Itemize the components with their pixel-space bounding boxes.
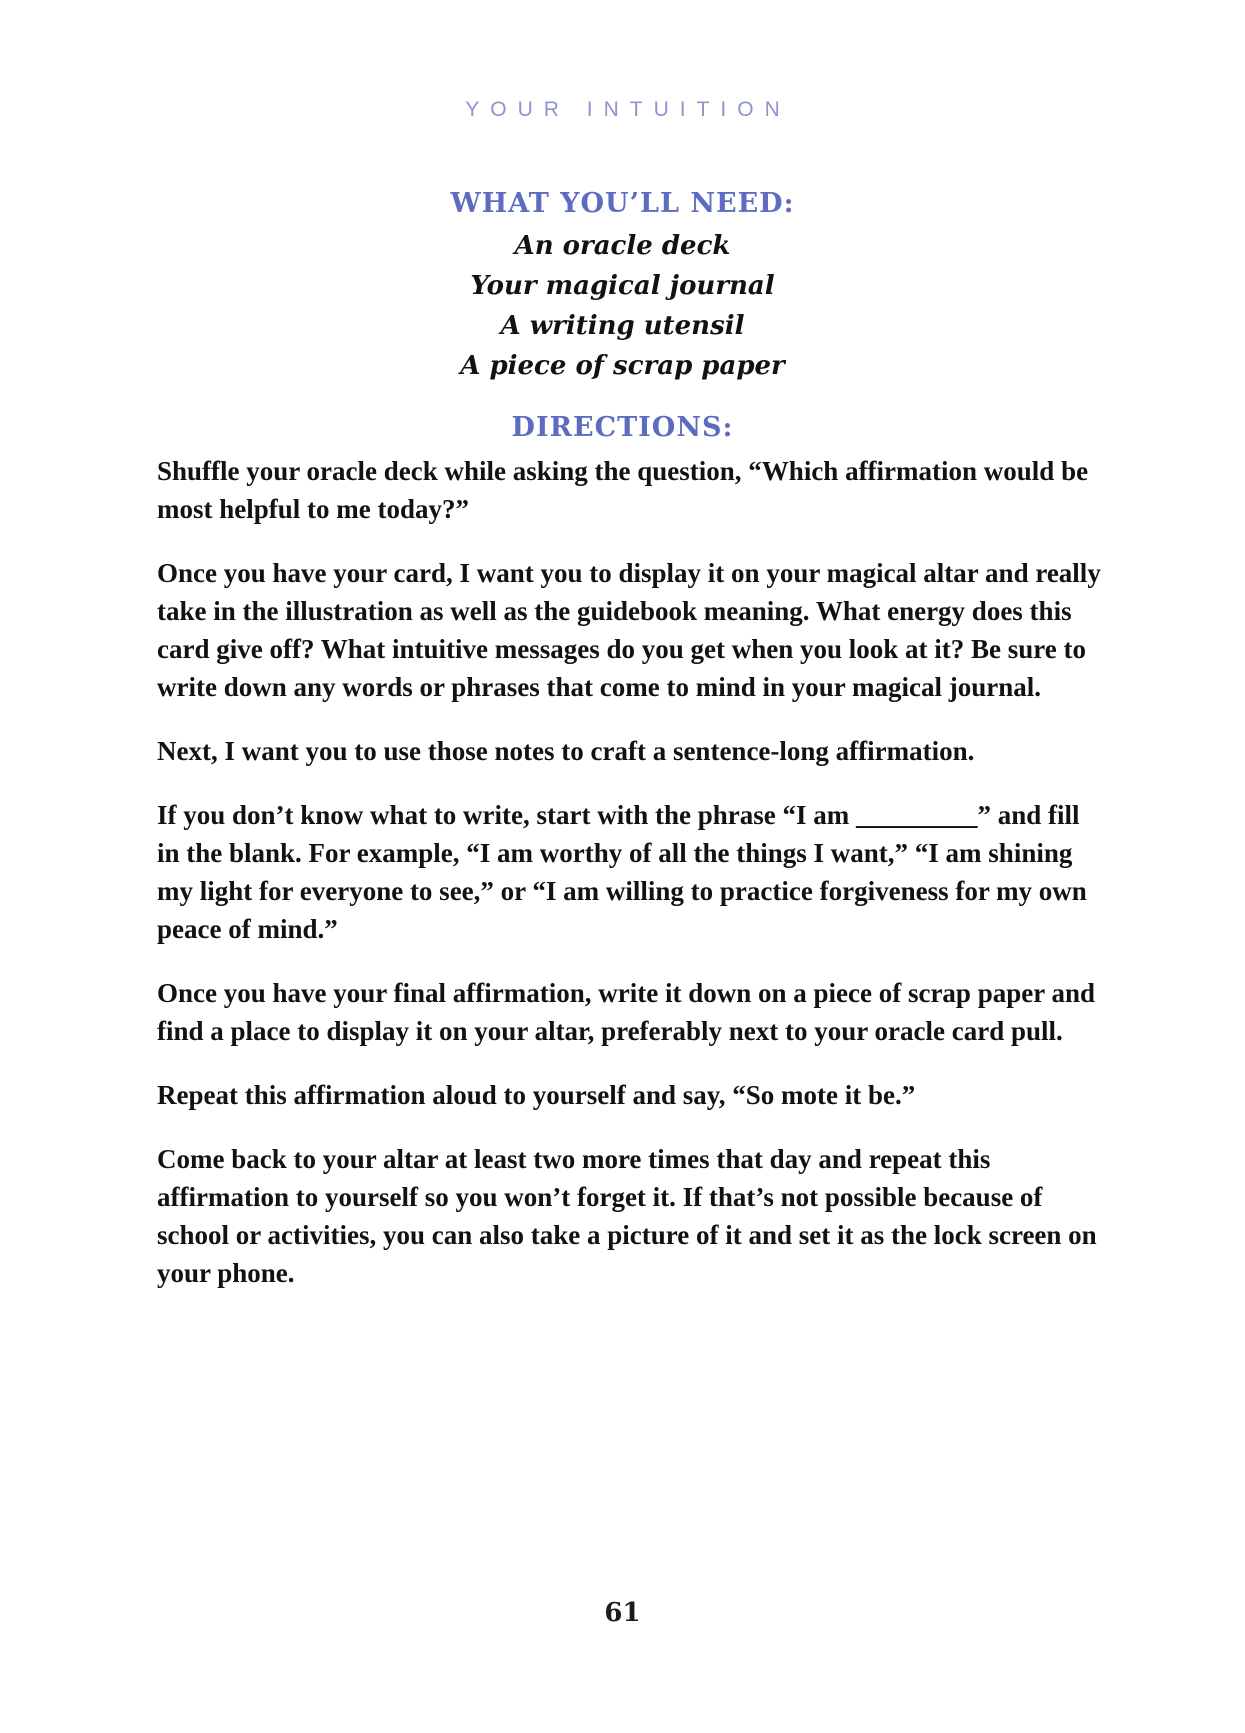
supplies-list bbox=[0, 226, 1245, 386]
running-header: YOUR INTUITION bbox=[465, 98, 791, 121]
list-item: Your magical journal bbox=[470, 271, 775, 301]
directions-body bbox=[157, 452, 1102, 1318]
paragraph: Come back to your altar at least two more times that day and repeat this affirmation to yourself so you won’t forget it. If that’s not possible because of school or activities, you can also take a picture of it and set it as the lock screen on your phone. bbox=[157, 1144, 1097, 1288]
paragraph: Shuffle your oracle deck while asking the question, “Which affirmation would be most helpful to me today?” bbox=[157, 456, 1089, 524]
paragraph: Once you have your final affirmation, write it down on a piece of scrap paper and find a place to display it on your altar, preferably next to your oracle card pull. bbox=[157, 978, 1095, 1046]
directions-heading: DIRECTIONS: bbox=[511, 412, 734, 443]
what-youll-need-heading: WHAT YOU’LL NEED: bbox=[450, 188, 795, 219]
page-number: 61 bbox=[604, 1598, 641, 1628]
list-item: A writing utensil bbox=[500, 311, 745, 341]
paragraph: Once you have your card, I want you to display it on your magical altar and really take in the illustration as well as the guidebook meaning. What energy does this card give off? What intuitive messages do you get when you look at it? Be sure to write down any words or phrases that come to mind in your magical journal. bbox=[157, 558, 1101, 702]
paragraph: If you don’t know what to write, start with the phrase “I am _________” and fill in the blank. For example, “I am worthy of all the things I want,” “I am shining my light for everyone to see,” or “I am willing to practice forgiveness for my own peace of mind.” bbox=[157, 800, 1087, 944]
paragraph: Next, I want you to use those notes to craft a sentence-long affirmation. bbox=[157, 736, 975, 766]
list-item: An oracle deck bbox=[514, 231, 731, 261]
list-item: A piece of scrap paper bbox=[460, 351, 785, 381]
paragraph: Repeat this affirmation aloud to yourself and say, “So mote it be.” bbox=[157, 1080, 916, 1110]
